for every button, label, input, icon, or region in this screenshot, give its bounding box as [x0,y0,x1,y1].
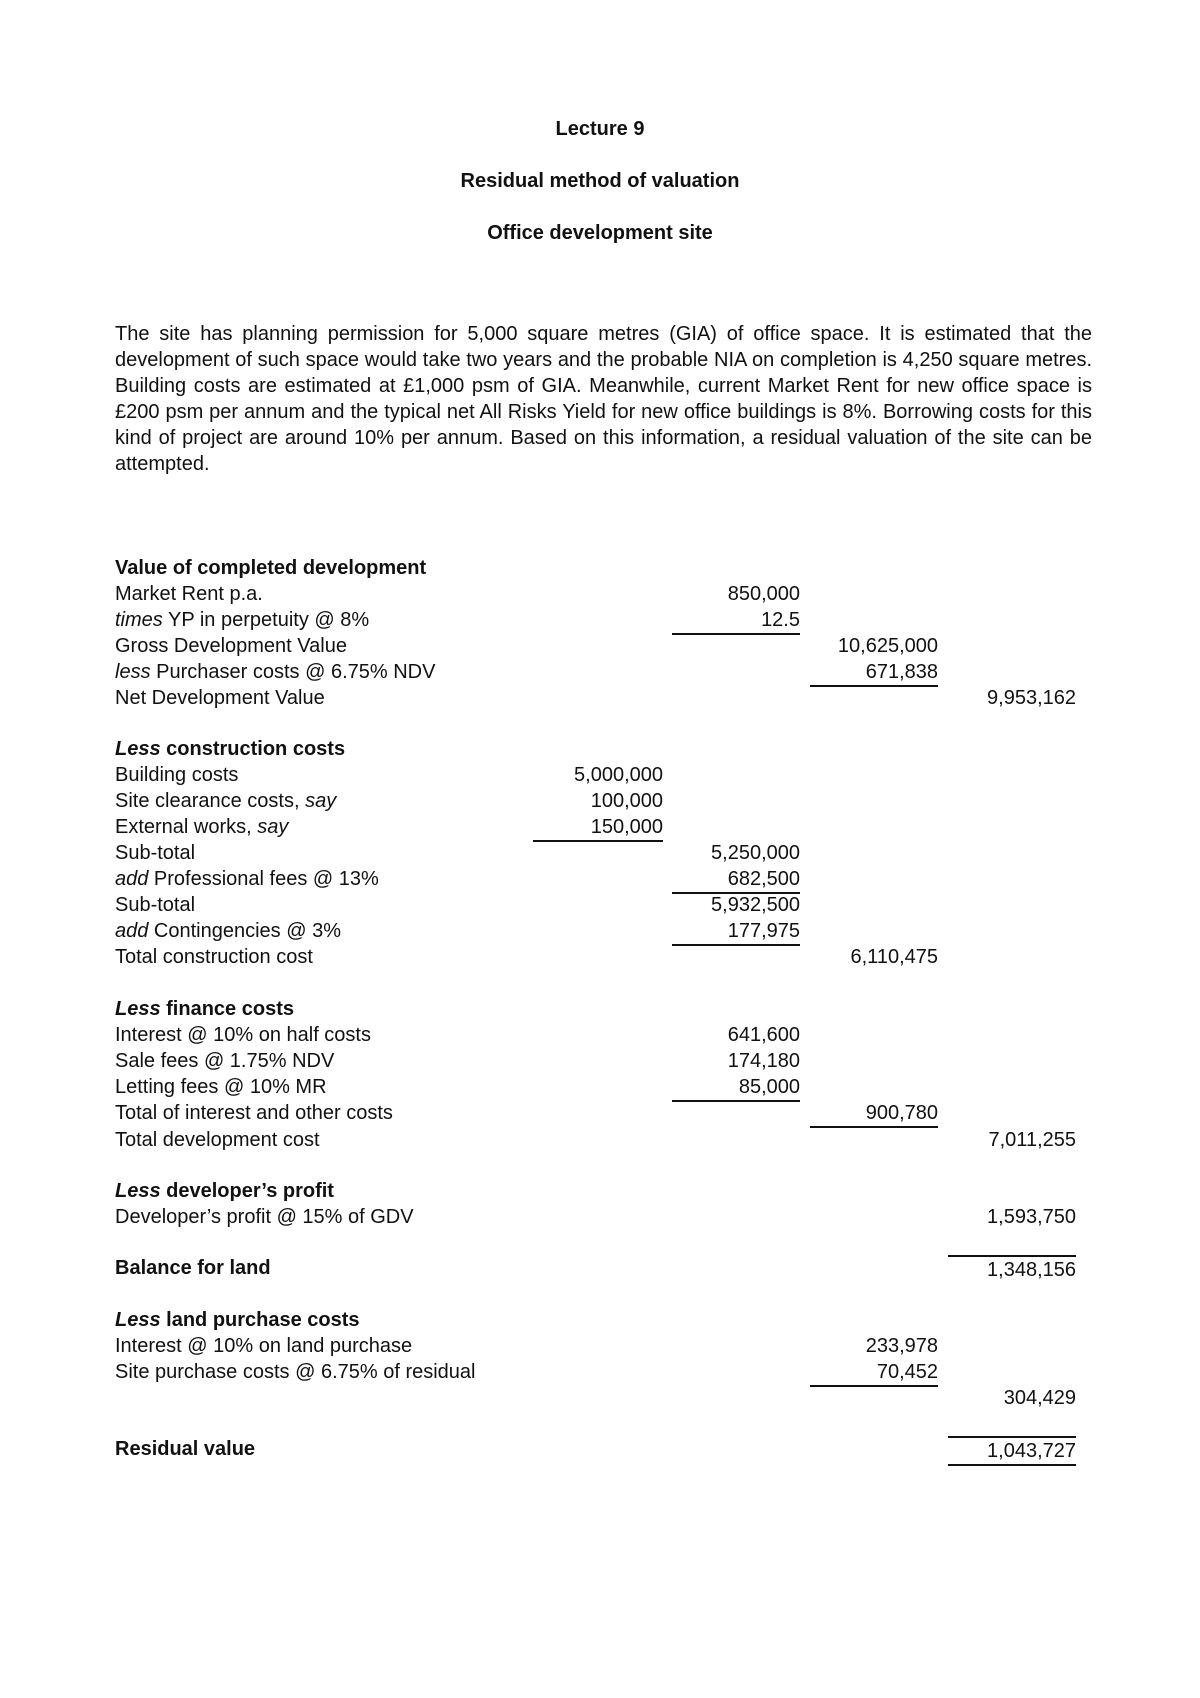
row-balance-for-land: Balance for land 1,348,156 [115,1257,1076,1281]
row-developers-profit: Developer’s profit @ 15% of GDV 1,593,750 [115,1206,1076,1228]
row-subtotal-1: Sub-total 5,250,000 [115,842,800,864]
row-interest-land: Interest @ 10% on land purchase 233,978 [115,1335,938,1357]
row-total-interest-other: Total of interest and other costs 900,780 [0,1100,1200,1126]
section-heading-finance: Less finance costs [115,998,294,1020]
section-heading-value: Value of completed development [115,557,427,579]
row-interest-half-costs: Interest @ 10% on half costs 641,600 [115,1024,800,1046]
page-title: Residual method of valuation [460,170,740,192]
row-subtotal-2: Sub-total 5,932,500 [115,894,800,916]
row-ndv: Net Development Value 9,953,162 [115,687,1076,709]
section-heading-land: Less land purchase costs [115,1309,360,1331]
row-total-construction: Total construction cost 6,110,475 [115,946,938,968]
row-professional-fees: add Professional fees @ 13% 682,500 [0,866,1200,892]
row-building-costs: Building costs 5,000,000 [115,764,663,786]
row-yp: times YP in perpetuity @ 8% 12.5 [0,607,1200,633]
row-site-purchase-costs: Site purchase costs @ 6.75% of residual 70,452 [0,1359,1200,1385]
row-land-costs-total: 304,429 [1003,1387,1076,1409]
row-site-clearance: Site clearance costs, say 100,000 [115,790,663,812]
intro-paragraph: The site has planning permission for 5,000 square metres (GIA) of office space. It is estimated that the development of such space would take two years and the probable NIA on completion is 4,250 square metres. Building costs are estimated at £1,000 psm of GIA. Meanwhile, current Market Rent for new office space is £200 psm per annum and the typical net All Risks Yield for new office buildings is 8%. Borrowing costs for this kind of project are around 10% per annum. Based on this information, a residual valuation of the site can be attempted. [115,323,1092,475]
page-subtitle: Office development site [487,222,713,244]
row-purchaser-costs: less Purchaser costs @ 6.75% NDV 671,838 [0,659,1200,685]
row-sale-fees: Sale fees @ 1.75% NDV 174,180 [115,1050,800,1072]
section-heading-profit: Less developer’s profit [115,1180,334,1202]
row-market-rent: Market Rent p.a. 850,000 [115,583,800,605]
row-external-works: External works, say 150,000 [0,814,1200,840]
section-heading-construction: Less construction costs [115,738,346,760]
row-contingencies: add Contingencies @ 3% 177,975 [0,918,1200,944]
row-residual-value: Residual value 1,043,727 [0,1436,1200,1462]
lecture-number: Lecture 9 [555,118,645,140]
row-gdv: Gross Development Value 10,625,000 [115,635,938,657]
row-total-development-cost: Total development cost 7,011,255 [115,1129,1076,1151]
row-letting-fees: Letting fees @ 10% MR 85,000 [0,1074,1200,1100]
